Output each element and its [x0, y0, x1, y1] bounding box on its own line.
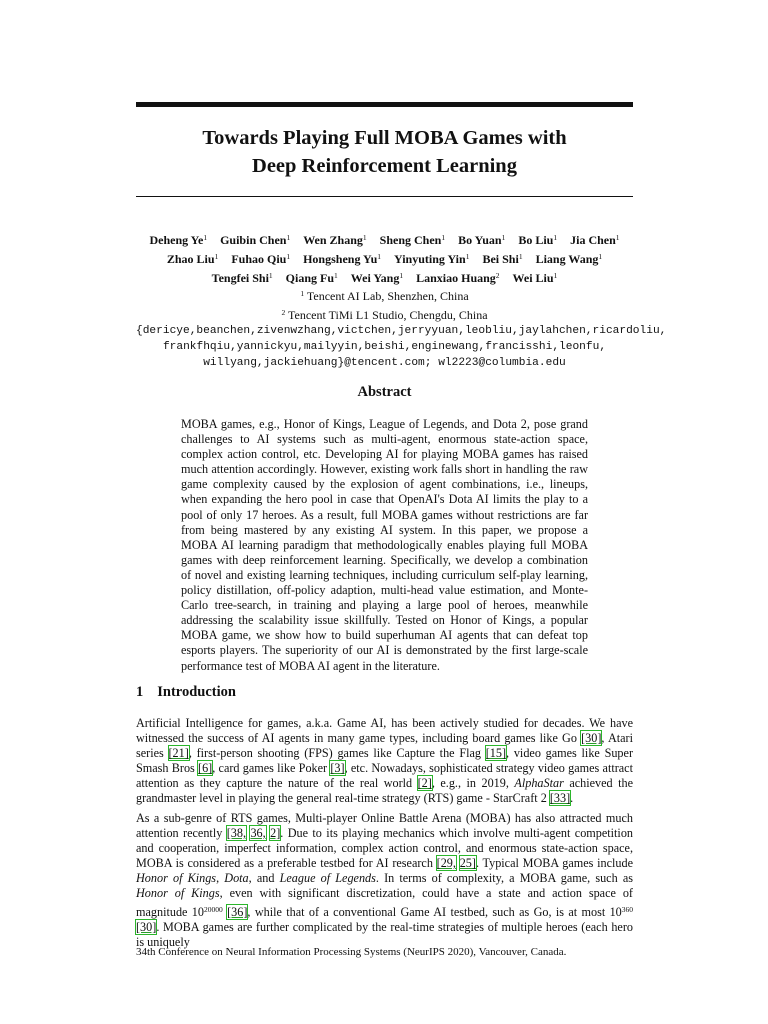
affiliation-1: $^1$ Tencent AI Lab, Shenzhen, China: [300, 289, 469, 304]
top-rule: [136, 102, 633, 107]
author-name: Deheng Ye$^1$: [149, 233, 208, 247]
author-name: Tengfei Shi$^1$: [211, 270, 273, 285]
title-line-1: Towards Playing Full MOBA Games with: [202, 127, 567, 149]
author-name: Wei Liu$^1$: [512, 270, 558, 285]
citation-link[interactable]: [3]: [330, 761, 345, 776]
author-name: Bo Liu$^1$: [518, 233, 558, 247]
citation-link[interactable]: [30]: [581, 731, 602, 746]
email-line-1: {dericye,beanchen,zivenwzhang,victchen,jerryyuan,leobliu,jaylahchen,ricardoliu,: [136, 324, 667, 337]
affiliation-2: $^2$ Tencent TiMi L1 Studio, Chengdu, China: [281, 308, 488, 323]
conference-footnote: 34th Conference on Neural Information Processing Systems (NeurIPS 2020), Vancouver, Canada.: [136, 946, 567, 958]
intro-paragraph-2: As a sub-genre of RTS games, Multi-player Online Battle Arena (MOBA) has also attracted much attention recently [38, 36, 2]. Due to its playing mechanics which involve multi-agent competition and cooperation, imperfect information, complex action control, and enormous state-action space, MOBA is considered as a preferable testbed for AI research [29, 25]. Typical MOBA games include Honor of Kings, Dota, and League of Legends. In terms of complexity, a MOBA game, such as Honor of Kings, even with significant discretization, could have a state and action space of magnitude $10^{20000}$ [36], while that of a conventional Game AI testbed, such as Go, is at most $10^{360}$ [30]. MOBA games are further complicated by the real-time strategies of multiple heroes (each hero is uniquely: [136, 811, 634, 949]
author-name: Qiang Fu$^1$: [285, 270, 338, 285]
citation-link[interactable]: 36,: [250, 826, 266, 841]
abstract-text: MOBA games, e.g., Honor of Kings, League of Legends, and Dota 2, pose grand challenges to AI systems such as multi-agent, enormous state-action space, complex action control, etc. Developing AI for playing MOBA games has raised much attention accordingly. However, existing work falls short in handling the raw game complexity caused by the explosion of agent combinations, i.e., lineups, when expanding the hero pool in case that OpenAI's Dota AI limits the play to a pool of only 17 heroes. As a result, full MOBA games without restrictions are far from being mastered by any existing AI system. In this paper, we propose a MOBA AI learning paradigm that methodologically enables playing full MOBA games with deep reinforcement learning. Specifically, we develop a combination of novel and existing learning techniques, including curriculum self-play learning, policy distillation, off-policy adaption, multi-head value estimation, and Monte-Carlo tree-search, in training and playing a large pool of heroes, meanwhile addressing the scalability issue skillfully. Tested on Honor of Kings, a popular MOBA game, we show how to build superhuman AI agents that can defeat top esports players. The superiority of our AI is demonstrated by the first large-scale performance test of MOBA AI agent in the literature.: [181, 417, 588, 673]
citation-link[interactable]: [30]: [136, 919, 157, 934]
email-line-3: willyang,jackiehuang}@tencent.com; wl2223@columbia.edu: [203, 356, 566, 369]
email-line-2: frankfhqiu,yannickyu,mailyyin,beishi,enginewang,francisshi,leonfu,: [162, 340, 607, 353]
citation-link[interactable]: [6]: [198, 761, 213, 776]
citation-link[interactable]: [29,: [436, 856, 456, 871]
citation-link[interactable]: [21]: [168, 746, 189, 761]
author-block: [136, 230, 667, 371]
citation-link[interactable]: 25]: [459, 856, 476, 871]
author-name: Bo Yuan$^1$: [458, 233, 506, 247]
citation-link[interactable]: [38,: [226, 826, 247, 841]
citation-link[interactable]: [2]: [417, 776, 432, 791]
citation-link[interactable]: [36]: [227, 904, 248, 919]
author-name: Wen Zhang$^1$: [303, 233, 367, 247]
author-name: Liang Wang$^1$: [535, 251, 603, 266]
citation-link[interactable]: 2]: [270, 826, 281, 841]
section-number: 1: [136, 684, 144, 700]
abstract-heading: Abstract: [357, 384, 412, 400]
author-row-1: [136, 230, 633, 249]
author-name: Zhao Liu$^1$: [166, 251, 219, 266]
author-name: Fuhao Qiu$^1$: [231, 251, 291, 266]
author-name: Sheng Chen$^1$: [379, 233, 446, 247]
intro-paragraph-1: Artificial Intelligence for games, a.k.a. Game AI, has been actively studied for decades. We have witnessed the success of AI agents in many game types, including board games like Go [30], Atari series [21], first-person shooting (FPS) games like Capture the Flag [15], video games like Super Smash Bros [6], card games like Poker [3], etc. Nowadays, sophisticated strategy video games attract attention as they capture the nature of the real world [2], e.g., in 2019, AlphaStar achieved the grandmaster level in playing the general real-time strategy (RTS) game - StarCraft 2 [33].: [136, 716, 634, 806]
author-name: Wei Yang$^1$: [350, 270, 404, 285]
paper-title: [136, 124, 633, 180]
author-name: Guibin Chen$^1$: [220, 233, 291, 247]
citation-link[interactable]: [33]: [549, 791, 571, 806]
title-bottom-rule: [136, 196, 633, 197]
author-name: Yinyuting Yin$^1$: [394, 251, 470, 266]
author-name: Hongsheng Yu$^1$: [303, 251, 381, 266]
citation-link[interactable]: [15]: [485, 746, 507, 761]
author-row-3: [136, 268, 633, 287]
section-heading-introduction: [136, 684, 236, 701]
title-line-2: Deep Reinforcement Learning: [252, 155, 517, 177]
author-name: Lanxiao Huang$^2$: [416, 270, 500, 285]
section-title: Introduction: [157, 684, 236, 700]
author-row-2: [136, 249, 633, 268]
author-name: Bei Shi$^1$: [482, 251, 523, 266]
author-name: Jia Chen$^1$: [570, 233, 620, 247]
